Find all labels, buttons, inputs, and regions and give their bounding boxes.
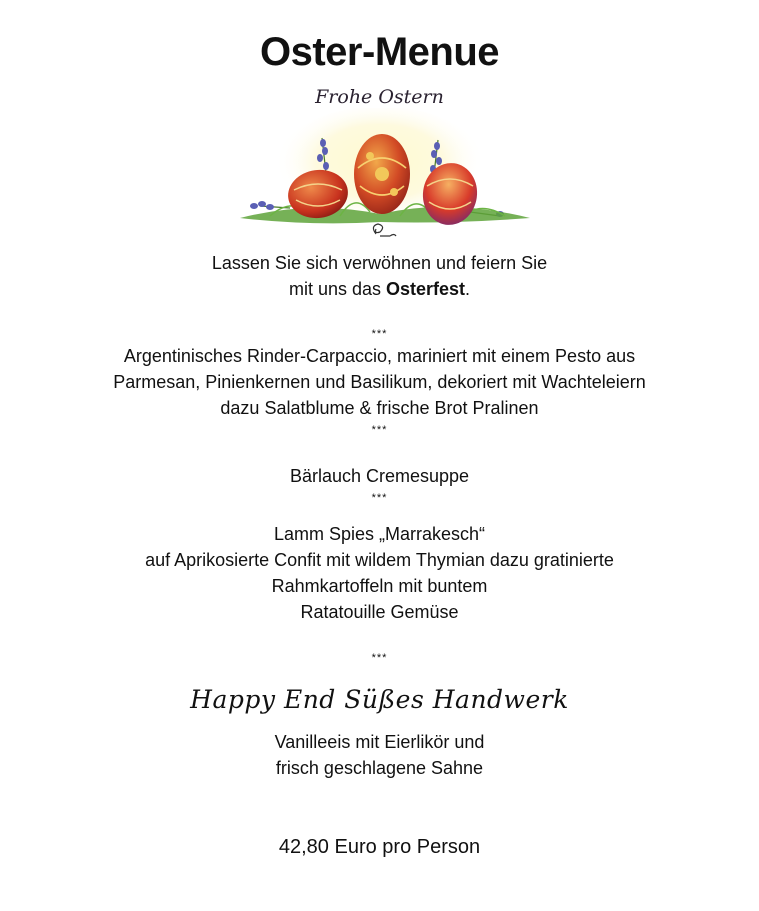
dessert-line-2: frisch geschlagene Sahne [275, 758, 484, 778]
greeting-subtitle: Frohe Ostern [315, 86, 444, 108]
intro-line-2-prefix: mit uns das [288, 279, 386, 299]
course-3-line-1: Lamm Spies „Marrakesch“ [273, 524, 486, 544]
course-separator: *** [371, 492, 388, 504]
dessert-heading: Happy End Süßes Handwerk [190, 685, 569, 714]
intro-highlight: Osterfest [386, 279, 466, 299]
course-1-line-3: dazu Salatblume & frische Brot Pralinen [220, 398, 539, 418]
course-separator: *** [371, 424, 388, 436]
course-1-line-2: Parmesan, Pinienkernen und Basilikum, dekoriert mit Wachteleiern [113, 372, 646, 392]
page-title: Oster-Menue [260, 30, 499, 74]
intro-line-2 [0, 276, 759, 302]
course-3-line-2: auf Aprikosierte Confit mit wildem Thymian dazu gratinierte [145, 550, 614, 570]
intro-line-2-suffix: . [465, 279, 471, 299]
price-per-person: 42,80 Euro pro Person [278, 836, 481, 858]
course-2-line-1: Bärlauch Cremesuppe [289, 466, 470, 486]
course-3-line-4: Ratatouille Gemüse [300, 602, 459, 622]
dessert-line-1: Vanilleeis mit Eierlikör und [274, 732, 485, 752]
easter-eggs-illustration [230, 108, 534, 244]
course-separator: *** [371, 652, 388, 664]
intro-line-1: Lassen Sie sich verwöhnen und feiern Sie [211, 253, 548, 273]
course-1-line-1: Argentinisches Rinder-Carpaccio, mariniert mit einem Pesto aus [123, 346, 636, 366]
course-separator: *** [371, 328, 388, 340]
course-3-line-3: Rahmkartoffeln mit buntem [271, 576, 488, 596]
